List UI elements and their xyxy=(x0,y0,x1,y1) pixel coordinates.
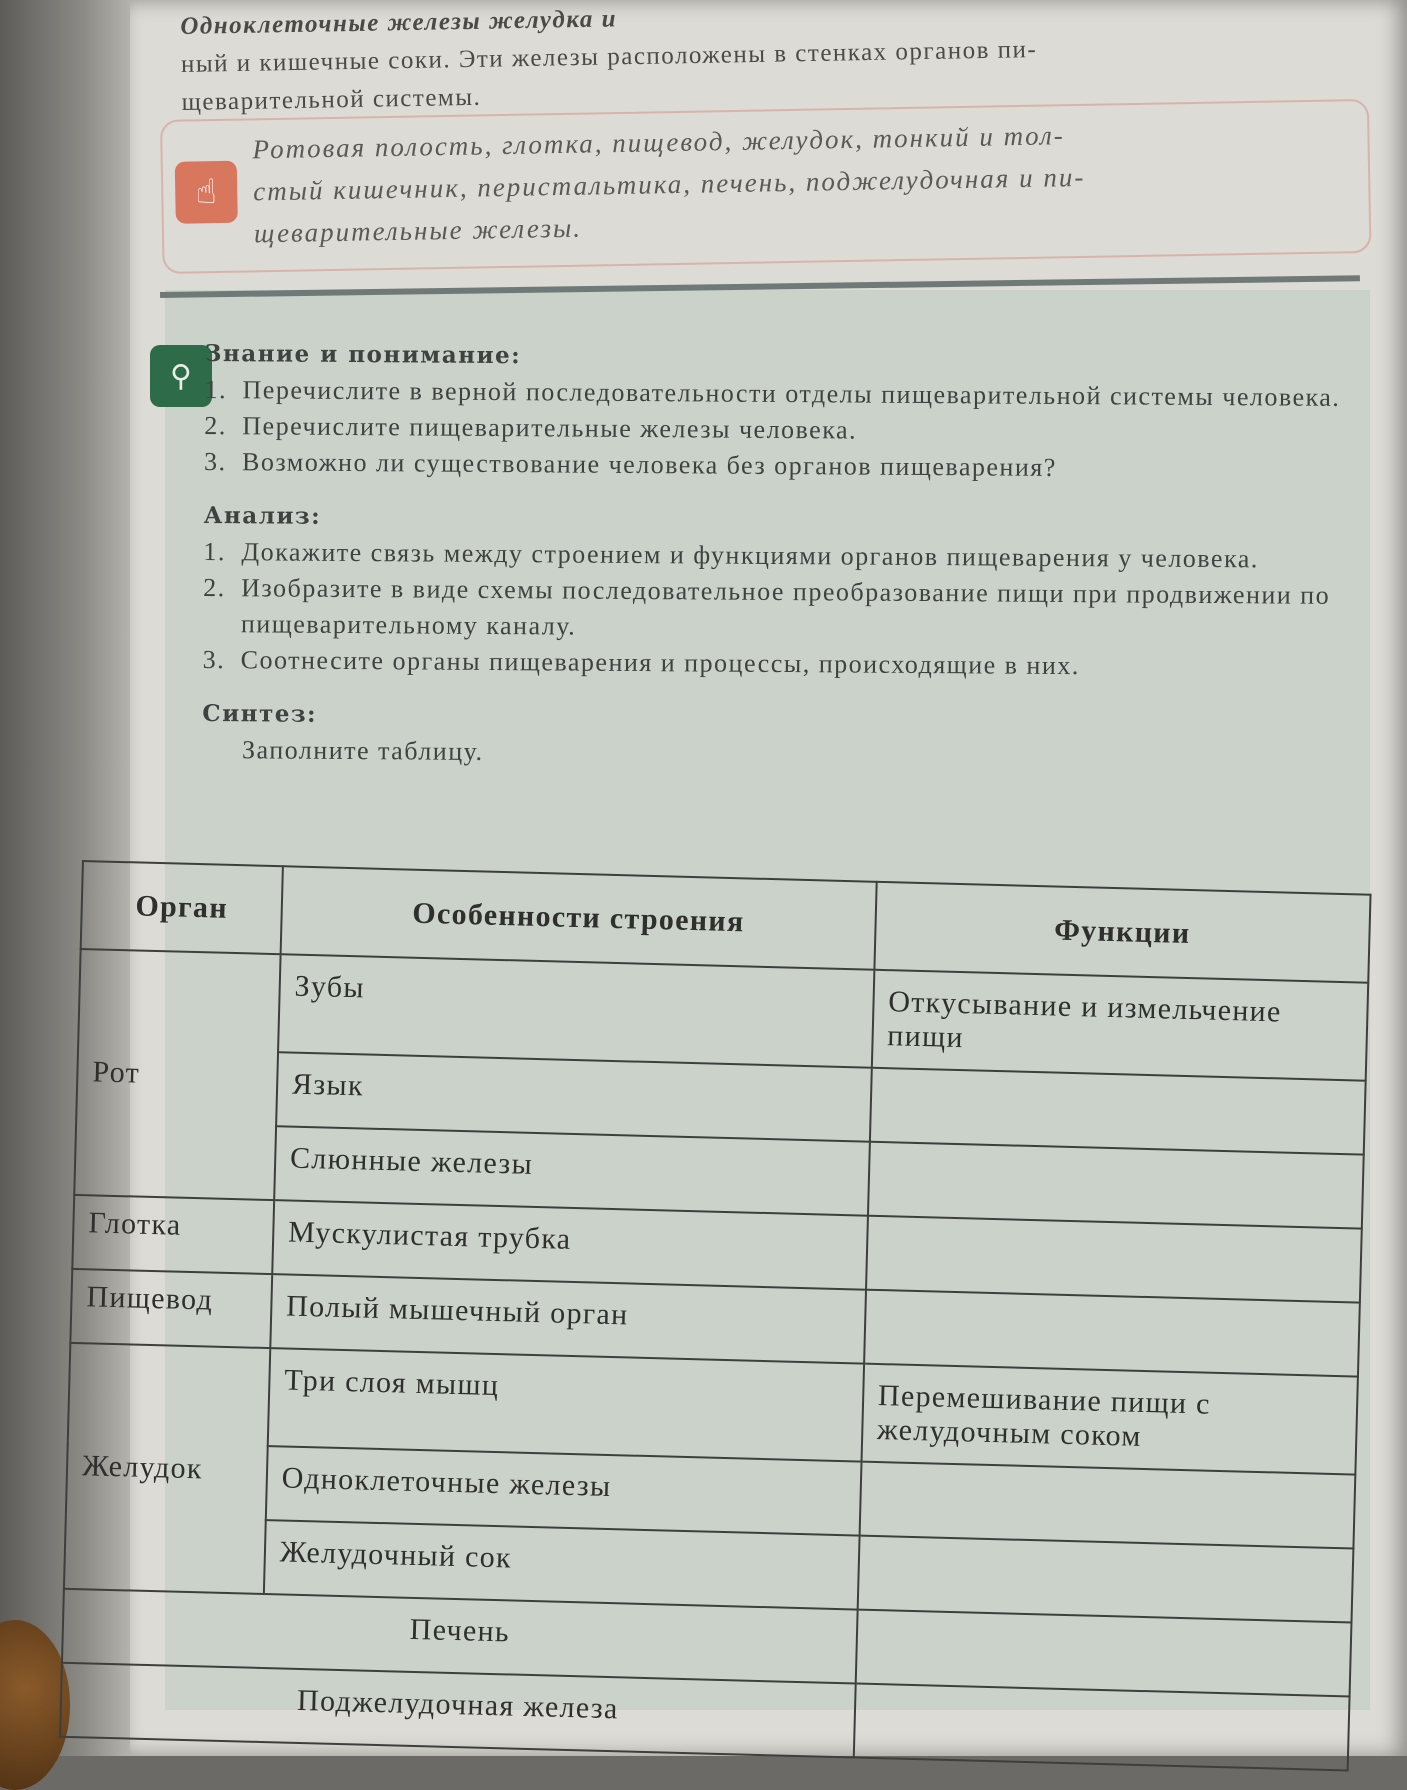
item-text: Возможно ли существование человека без органов пищеварения? xyxy=(241,447,1057,482)
hand-pointer-icon: ☝ xyxy=(175,161,238,224)
feature-cell: Язык xyxy=(276,1052,872,1142)
knowledge-item xyxy=(204,444,1364,488)
analysis-item xyxy=(203,642,1363,686)
intro-text-2: щеварительной системы. xyxy=(181,83,482,116)
header-functions: Функции xyxy=(874,882,1370,983)
function-cell-empty xyxy=(870,1068,1366,1155)
synthesis-title: Синтез: xyxy=(202,699,318,728)
feature-cell: Одноклеточные железы xyxy=(266,1446,862,1536)
item-number: 1. xyxy=(203,536,227,567)
feature-cell: Три слоя мышц xyxy=(268,1348,864,1462)
header-organ: Орган xyxy=(81,861,283,954)
key-terms-text xyxy=(252,109,1354,254)
item-number: 1. xyxy=(204,374,228,405)
item-number: 3. xyxy=(203,446,227,477)
organ-cell: Печень xyxy=(62,1589,857,1684)
key-terms-line: Ротовая полость, глотка, пищевод, желудок, тонкий и тол- xyxy=(252,120,1065,165)
analysis-item xyxy=(203,570,1363,650)
synthesis-instruction: Заполните таблицу. xyxy=(241,735,484,766)
intro-text: ный и кишечные соки. Эти железы расположены в стенках органов пи- xyxy=(180,36,1038,78)
item-text: Соотнесите органы пищеварения и процессы, происходящие в них. xyxy=(240,645,1080,681)
header-features: Особенности строения xyxy=(280,866,876,970)
organ-cell: Глотка xyxy=(72,1195,274,1274)
function-cell-empty xyxy=(857,1536,1353,1623)
item-number: 2. xyxy=(204,410,227,441)
function-cell-empty xyxy=(854,1684,1350,1771)
function-cell: Откусывание и измельчение пищи xyxy=(872,970,1369,1081)
item-number: 3. xyxy=(202,644,226,675)
function-cell-empty xyxy=(855,1610,1351,1697)
function-cell-empty xyxy=(864,1290,1360,1377)
organ-cell: Рот xyxy=(74,949,280,1200)
knowledge-title: Знание и понимание: xyxy=(204,339,522,370)
analysis-title: Анализ: xyxy=(203,501,322,530)
key-terms-line: щеварительные железы. xyxy=(253,212,583,249)
organ-table-wrapper xyxy=(59,860,1382,1772)
question-key-icon: ⚲ xyxy=(150,345,212,407)
feature-cell: Зубы xyxy=(278,954,874,1068)
key-terms-box xyxy=(160,99,1372,274)
task-list xyxy=(202,330,1365,776)
organ-table xyxy=(59,860,1372,1771)
function-cell: Перемешивание пищи с желудочным соком xyxy=(861,1364,1358,1475)
function-cell-empty xyxy=(859,1462,1355,1549)
organ-cell: Желудок xyxy=(64,1343,270,1594)
key-terms-line: стый кишечник, перистальтика, печень, поджелудочная и пи- xyxy=(252,161,1086,207)
item-text: Изобразите в виде схемы последовательное преобразование пищи при продвижении по пищеварительному каналу. xyxy=(240,573,1331,641)
item-text: Перечислите пищеварительные железы человека. xyxy=(242,411,858,445)
feature-cell: Слюнные железы xyxy=(274,1126,870,1216)
function-cell-empty xyxy=(868,1142,1364,1229)
feature-cell: Полый мышечный орган xyxy=(270,1274,866,1364)
item-number: 2. xyxy=(203,572,226,603)
item-text: Перечислите в верной последовательности отделы пищеварительной системы человека. xyxy=(242,375,1341,412)
feature-cell: Мускулистая трубка xyxy=(272,1200,868,1290)
feature-cell: Желудочный сок xyxy=(264,1520,860,1610)
organ-cell: Пищевод xyxy=(70,1269,272,1348)
intro-lead: Одноклеточные железы желудка и xyxy=(180,5,618,40)
item-text: Докажите связь между строением и функциями органов пищеварения у человека. xyxy=(241,537,1259,574)
organ-cell: Поджелудочная железа xyxy=(60,1663,855,1758)
function-cell-empty xyxy=(866,1216,1362,1303)
